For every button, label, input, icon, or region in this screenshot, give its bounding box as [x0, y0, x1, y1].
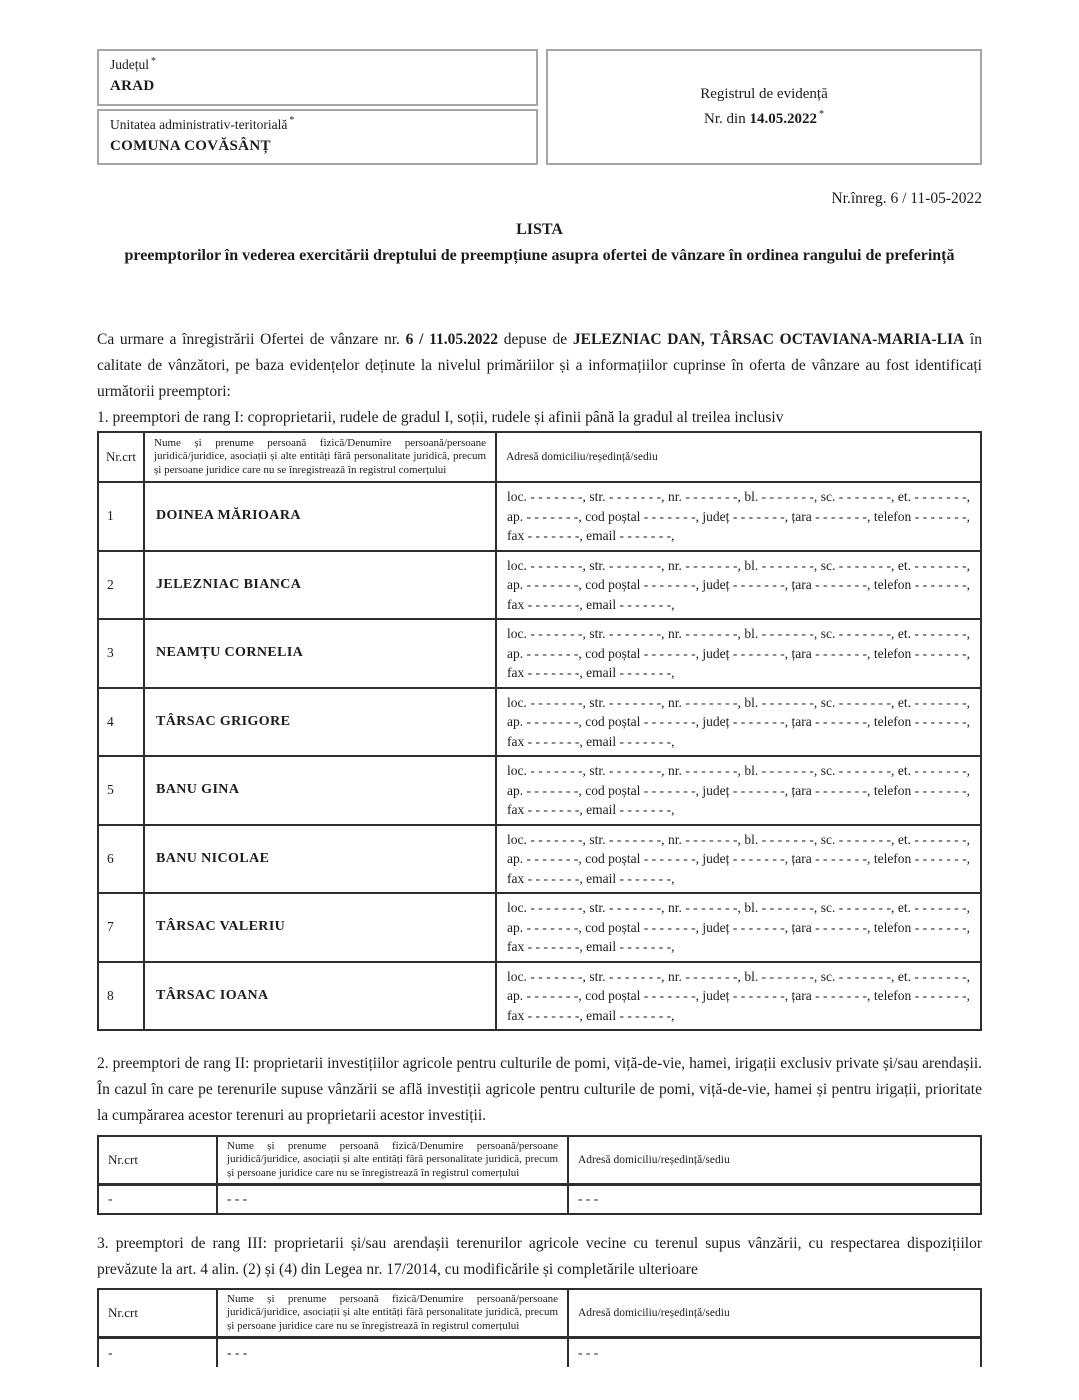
page-subtitle: preemptorilor în vederea exercitării dreptului de preempțiune asupra ofertei de vânzare în ordinea rangului de preferință	[124, 247, 955, 264]
table-row	[98, 893, 981, 962]
row-number: 2	[98, 551, 144, 620]
row-number: 3	[98, 619, 144, 688]
header-left-column	[97, 49, 538, 165]
preemptor-address: loc. - - - - - - -, str. - - - - - - -, nr. - - - - - - -, bl. - - - - - - -, sc. - - - - - - -, et. - - - - - - -, ap. - - - - - - -, cod poștal - - - - - - -, județ - - - - - - -, țara - - - - - - -, telefon - - - - - - -, fax - - - - - - -, email - - - - - - -,	[496, 688, 981, 757]
table-row	[98, 688, 981, 757]
table-row	[98, 482, 981, 551]
document-content	[97, 0, 982, 1367]
rank1-table-header-row	[98, 432, 981, 482]
preemptor-name: TÂRSAC IOANA	[144, 962, 496, 1031]
column-header-name: Nume și prenume persoană fizică/Denumire persoană/persoane juridică/juridice, asociații și alte entități fără personalitate juridică, precum și persoane juridice care nu se înregistrează în registrul comerțului	[217, 1136, 568, 1184]
column-header-address: Adresă domiciliu/reședință/sediu	[568, 1136, 981, 1184]
row-number: 5	[98, 756, 144, 825]
preemptor-name: BANU GINA	[144, 756, 496, 825]
page-title: LISTA	[516, 221, 563, 238]
preemptor-name: - - -	[217, 1184, 568, 1214]
preemptor-address: loc. - - - - - - -, str. - - - - - - -, nr. - - - - - - -, bl. - - - - - - -, sc. - - - - - - -, et. - - - - - - -, ap. - - - - - - -, cod poștal - - - - - - -, județ - - - - - - -, țara - - - - - - -, telefon - - - - - - -, fax - - - - - - -, email - - - - - - -,	[496, 825, 981, 894]
preemptor-name: TÂRSAC VALERIU	[144, 893, 496, 962]
table-row	[98, 1184, 981, 1214]
column-header-nrcrt: Nr.crt	[98, 1136, 217, 1184]
column-header-name: Nume și prenume persoană fizică/Denumire persoană/persoane juridică/juridice, asociații și alte entități fără personalitate juridică, precum și persoane juridice care nu se înregistrează în registrul comerțului	[144, 432, 496, 482]
table-row	[98, 962, 981, 1031]
rank1-table	[97, 431, 982, 1031]
offer-number: 6 / 11.05.2022	[405, 331, 499, 348]
uat-value: COMUNA COVĂSÂNȚ	[110, 137, 271, 154]
preemptor-address: loc. - - - - - - -, str. - - - - - - -, nr. - - - - - - -, bl. - - - - - - -, sc. - - - - - - -, et. - - - - - - -, ap. - - - - - - -, cod poștal - - - - - - -, județ - - - - - - -, țara - - - - - - -, telefon - - - - - - -, fax - - - - - - -, email - - - - - - -,	[496, 893, 981, 962]
preemptor-name: JELEZNIAC BIANCA	[144, 551, 496, 620]
judet-value: ARAD	[110, 78, 155, 94]
uat-label-text: Unitatea administrativ-teritorială	[110, 116, 288, 132]
preemptor-name: - - -	[217, 1337, 568, 1367]
preemptor-name: NEAMȚU CORNELIA	[144, 619, 496, 688]
section1-heading: 1. preemptori de rang I: coproprietarii, rudele de gradul I, soții, rudele și afinii până la gradul al treilea inclusiv	[97, 409, 784, 426]
table-row	[98, 1337, 981, 1367]
table-row	[98, 619, 981, 688]
preemptor-name: BANU NICOLAE	[144, 825, 496, 894]
uat-box	[97, 109, 538, 166]
preemptor-address: loc. - - - - - - -, str. - - - - - - -, nr. - - - - - - -, bl. - - - - - - -, sc. - - - - - - -, et. - - - - - - -, ap. - - - - - - -, cod poștal - - - - - - -, județ - - - - - - -, țara - - - - - - -, telefon - - - - - - -, fax - - - - - - -, email - - - - - - -,	[496, 962, 981, 1031]
preemptor-name: TÂRSAC GRIGORE	[144, 688, 496, 757]
preemptor-address: loc. - - - - - - -, str. - - - - - - -, nr. - - - - - - -, bl. - - - - - - -, sc. - - - - - - -, et. - - - - - - -, ap. - - - - - - -, cod poștal - - - - - - -, județ - - - - - - -, țara - - - - - - -, telefon - - - - - - -, fax - - - - - - -, email - - - - - - -,	[496, 551, 981, 620]
registru-title: Registrul de evidență	[700, 86, 828, 102]
intro-paragraph	[97, 327, 982, 405]
registru-date: 14.05.2022	[749, 111, 817, 127]
required-asterisk: *	[151, 55, 156, 67]
preemptor-address: - - -	[568, 1337, 981, 1367]
intro-text-1: Ca urmare a înregistrării Ofertei de vânzare nr.	[97, 331, 406, 348]
preemptor-address: loc. - - - - - - -, str. - - - - - - -, nr. - - - - - - -, bl. - - - - - - -, sc. - - - - - - -, et. - - - - - - -, ap. - - - - - - -, cod poștal - - - - - - -, județ - - - - - - -, țara - - - - - - -, telefon - - - - - - -, fax - - - - - - -, email - - - - - - -,	[496, 756, 981, 825]
row-number: 6	[98, 825, 144, 894]
row-number: -	[98, 1337, 217, 1367]
registration-number: Nr.înreg. 6 / 11-05-2022	[831, 190, 982, 207]
row-number: 4	[98, 688, 144, 757]
column-header-address: Adresă domiciliu/reședință/sediu	[496, 432, 981, 482]
sellers-names: JELEZNIAC DAN, TÂRSAC OCTAVIANA-MARIA-LIA	[572, 331, 965, 348]
row-number: -	[98, 1184, 217, 1214]
table-row	[98, 825, 981, 894]
intro-text-2: depuse de	[498, 331, 573, 348]
column-header-name: Nume și prenume persoană fizică/Denumire persoană/persoane juridică/juridice, asociații și alte entități fără personalitate juridică, precum și persoane juridice care nu se înregistrează în registrul comerțului	[217, 1289, 568, 1337]
rank3-table-header-row	[98, 1289, 981, 1337]
column-header-nrcrt: Nr.crt	[98, 1289, 217, 1337]
required-asterisk: *	[289, 115, 295, 126]
section3-heading: 3. preemptori de rang III: proprietarii și/sau arendașii terenurilor agricole vecine cu terenul supus vânzării, cu respectarea dispozițiilor prevăzute la art. 4 alin. (2) și (4) din Legea nr. 17/2014, cu modificările și completările ulterioare	[97, 1235, 982, 1278]
judet-box	[97, 49, 538, 106]
rank2-table	[97, 1135, 982, 1215]
registru-prefix: Nr. din	[704, 111, 750, 127]
section2-heading: 2. preemptori de rang II: proprietarii investițiilor agricole pentru culturile de pomi, viță-de-vie, hamei, irigații exclusiv private și/sau arendașii. În cazul în care pe terenurile supuse vânzării se află investiții agricole pentru culturile de pomi, viță-de-vie, hamei și pentru irigații, prioritate la cumpărarea acestor terenuri au proprietarii acestor investiții.	[97, 1055, 982, 1124]
registru-number-line	[704, 111, 824, 128]
row-number: 7	[98, 893, 144, 962]
rank3-table	[97, 1288, 982, 1367]
table-row	[98, 551, 981, 620]
registru-box	[546, 49, 982, 165]
header-boxes	[97, 0, 982, 165]
intro-text-3: în calitate de vânzători, pe baza evidențelor deținute la nivelul primăriilor și a informațiilor cuprinse în oferta de vânzare au fost identificați următorii preemptori:	[97, 331, 982, 400]
preemptor-address: - - -	[568, 1184, 981, 1214]
uat-label	[110, 115, 525, 135]
row-number: 1	[98, 482, 144, 551]
preemptor-address: loc. - - - - - - -, str. - - - - - - -, nr. - - - - - - -, bl. - - - - - - -, sc. - - - - - - -, et. - - - - - - -, ap. - - - - - - -, cod poștal - - - - - - -, județ - - - - - - -, țara - - - - - - -, telefon - - - - - - -, fax - - - - - - -, email - - - - - - -,	[496, 619, 981, 688]
rank2-table-header-row	[98, 1136, 981, 1184]
column-header-address: Adresă domiciliu/reședință/sediu	[568, 1289, 981, 1337]
table-row	[98, 756, 981, 825]
preemptor-address: loc. - - - - - - -, str. - - - - - - -, nr. - - - - - - -, bl. - - - - - - -, sc. - - - - - - -, et. - - - - - - -, ap. - - - - - - -, cod poștal - - - - - - -, județ - - - - - - -, țara - - - - - - -, telefon - - - - - - -, fax - - - - - - -, email - - - - - - -,	[496, 482, 981, 551]
row-number: 8	[98, 962, 144, 1031]
preemptor-name: DOINEA MĂRIOARA	[144, 482, 496, 551]
document-title-block	[97, 217, 982, 269]
judet-label-text: Județul	[110, 57, 149, 72]
required-asterisk: *	[818, 109, 824, 120]
column-header-nrcrt: Nr.crt	[98, 432, 144, 482]
judet-label	[110, 55, 525, 75]
